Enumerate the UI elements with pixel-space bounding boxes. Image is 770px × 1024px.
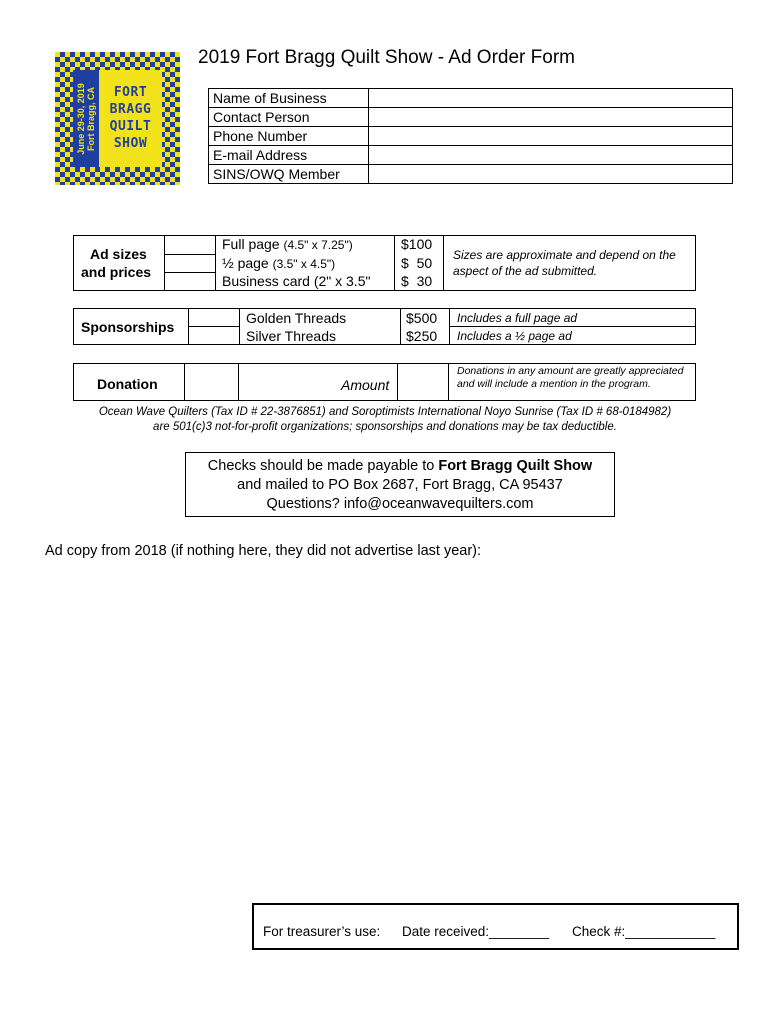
field-label: Phone Number bbox=[209, 127, 369, 146]
donation-amount-field[interactable] bbox=[397, 363, 449, 401]
field-label: SINS/OWQ Member bbox=[209, 165, 369, 184]
field-label: Name of Business bbox=[209, 89, 369, 108]
donation-note: Donations in any amount are greatly appreciated and will include a mention in the program. bbox=[457, 365, 684, 390]
ad-price: $ 50 bbox=[401, 255, 433, 271]
sponsorship-option: Silver Threads bbox=[246, 328, 337, 344]
ad-sizes-label-box bbox=[73, 235, 165, 291]
sponsorship-option: Golden Threads bbox=[246, 310, 347, 326]
phone-field[interactable] bbox=[369, 127, 733, 146]
tax-id-note: Ocean Wave Quilters (Tax ID # 22-3876851) and Soroptimists International Noyo Sunrise (Tax ID # 68-0184982) are 501(c)3 not-for-profit organizations; sponsorships and donations may be tax deductible. bbox=[98, 406, 672, 433]
ad-price: $ 30 bbox=[401, 273, 433, 289]
ad-copy-label: Ad copy from 2018 (if nothing here, they did not advertise last year): bbox=[45, 543, 482, 559]
ad-price: $100 bbox=[401, 236, 433, 252]
treasurer-use-box bbox=[252, 903, 739, 950]
ad-size-checkbox[interactable] bbox=[164, 235, 216, 255]
sponsorship-note: Includes a full page ad bbox=[457, 311, 578, 325]
email-field[interactable] bbox=[369, 146, 733, 165]
sponsorship-note: Includes a ½ page ad bbox=[457, 329, 572, 343]
ad-size-option: Full page (4.5" x 7.25") bbox=[222, 236, 353, 252]
field-label: Contact Person bbox=[209, 108, 369, 127]
business-name-field[interactable] bbox=[369, 89, 733, 108]
ad-sizes-label: Ad sizes bbox=[90, 246, 147, 262]
contact-person-field[interactable] bbox=[369, 108, 733, 127]
ad-size-checkbox[interactable] bbox=[164, 254, 216, 273]
contact-info-table bbox=[208, 88, 733, 184]
sponsorship-checkbox[interactable] bbox=[188, 326, 240, 345]
ad-sizes-note: Sizes are approximate and depend on the aspect of the ad submitted. bbox=[453, 248, 676, 278]
ad-sizes-label: and prices bbox=[81, 264, 152, 280]
donation-amount-label: Amount bbox=[341, 377, 390, 393]
sponsorship-checkbox[interactable] bbox=[188, 308, 240, 327]
quilt-show-logo bbox=[55, 52, 180, 185]
check-number-field: Check #:____________ bbox=[572, 924, 716, 939]
logo-wordmark: FORT BRAGG QUILT SHOW bbox=[99, 70, 162, 167]
sponsorships-label: Sponsorships bbox=[81, 319, 175, 335]
sponsorship-price: $250 bbox=[406, 328, 438, 344]
ad-size-option: Business card (2" x 3.5" bbox=[222, 273, 371, 289]
ad-size-option: ½ page (3.5" x 4.5") bbox=[222, 255, 336, 271]
logo-date-band: June 29-30, 2019 Fort Bragg, CA bbox=[73, 70, 99, 167]
donation-checkbox[interactable] bbox=[184, 363, 239, 401]
donation-label: Donation bbox=[97, 376, 158, 392]
member-field[interactable] bbox=[369, 165, 733, 184]
treasurer-label: For treasurer’s use: bbox=[263, 924, 381, 939]
date-received-field: Date received:________ bbox=[402, 924, 550, 939]
payment-info-box: Checks should be made payable to Fort Bragg Quilt Show and mailed to PO Box 2687, Fort Bragg, CA 95437 Questions? info@oceanwavequilters.com bbox=[185, 452, 615, 517]
page-title: 2019 Fort Bragg Quilt Show - Ad Order Form bbox=[198, 47, 575, 68]
sponsorship-price: $500 bbox=[406, 310, 438, 326]
field-label: E-mail Address bbox=[209, 146, 369, 165]
ad-size-checkbox[interactable] bbox=[164, 272, 216, 291]
